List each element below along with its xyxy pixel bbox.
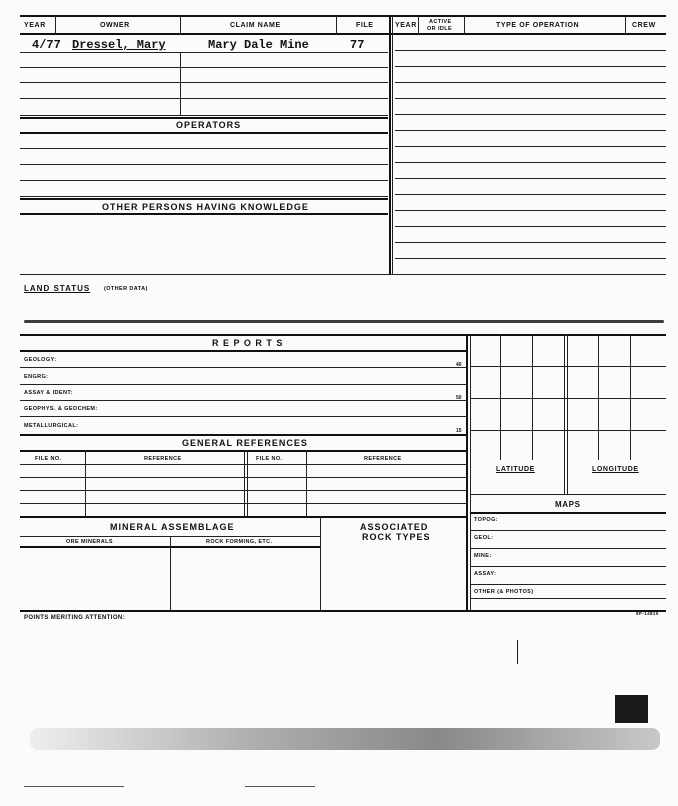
rule (20, 367, 466, 368)
reports-title: R E P O R T S (212, 338, 284, 348)
rule (20, 117, 388, 119)
ref-header-reference-1: REFERENCE (144, 456, 182, 462)
divider (389, 15, 391, 275)
divider (418, 15, 419, 33)
report-code: 50 (456, 395, 462, 401)
operators-title: OPERATORS (176, 120, 242, 130)
rule (20, 274, 666, 275)
ref-header-reference-2: REFERENCE (364, 456, 402, 462)
rule (20, 490, 466, 491)
scan-smear-bottom (30, 728, 660, 750)
rule (20, 196, 388, 197)
rule (395, 114, 666, 115)
report-label: ASSAY & IDENT: (24, 390, 73, 396)
header-owner: OWNER (100, 22, 130, 29)
rule (20, 384, 466, 385)
divider (247, 450, 248, 516)
rule (20, 464, 466, 465)
form-number: 8P-14815 (636, 611, 659, 616)
ref-header-file-no-1: FILE NO. (35, 456, 62, 462)
map-label-topog: TOPOG: (474, 517, 498, 523)
report-label: METALLURGICAL: (24, 423, 79, 429)
divider (630, 334, 631, 460)
general-references-title: GENERAL REFERENCES (182, 438, 308, 448)
rule (395, 210, 666, 211)
header-year: YEAR (24, 22, 46, 29)
rule (395, 82, 666, 83)
rule (20, 198, 388, 200)
rule (20, 148, 388, 149)
rule (20, 400, 466, 401)
rock-forming-header: ROCK FORMING, ETC. (206, 539, 273, 545)
rule (245, 786, 315, 787)
rule (20, 503, 466, 504)
rule (20, 477, 466, 478)
divider (470, 334, 471, 610)
rule (395, 226, 666, 227)
land-status-title: LAND STATUS (24, 284, 91, 293)
rule (470, 584, 666, 585)
rule (395, 194, 666, 195)
divider (306, 450, 307, 516)
report-label: GEOLOGY: (24, 357, 57, 363)
header-type-of-operation: TYPE OF OPERATION (496, 22, 580, 29)
divider (55, 15, 56, 33)
header-active: ACTIVE (429, 19, 452, 25)
report-label: GEOPHYS. & GEOCHEM: (24, 406, 98, 412)
rule (395, 258, 666, 259)
scan-smear (24, 320, 664, 323)
divider (598, 334, 599, 460)
divider (244, 450, 245, 516)
divider (336, 15, 337, 33)
divider (320, 516, 321, 610)
header-bottom-border (20, 33, 666, 35)
rule (20, 610, 666, 612)
rule (20, 334, 666, 336)
rule (395, 146, 666, 147)
divider (180, 52, 181, 115)
land-status-subtitle: (OTHER DATA) (104, 286, 148, 292)
rule (470, 512, 666, 514)
ore-minerals-header: ORE MINERALS (66, 539, 113, 545)
rule (395, 162, 666, 163)
rule (20, 350, 466, 352)
associated-rock-types-2: ROCK TYPES (362, 532, 431, 542)
map-label-other: OTHER (& PHOTOS) (474, 589, 534, 595)
rule (24, 786, 124, 787)
scan-mark (517, 640, 518, 664)
rule (20, 132, 388, 134)
divider (464, 15, 465, 33)
divider (567, 334, 568, 494)
entry-year: 4/77 (32, 38, 61, 52)
rule (470, 548, 666, 549)
rule (395, 242, 666, 243)
report-code: 40 (456, 362, 462, 368)
rule (20, 434, 466, 436)
rule (20, 516, 466, 518)
points-meriting-attention: POINTS MERITING ATTENTION: (24, 615, 126, 621)
maps-title: MAPS (555, 500, 581, 509)
form-top-border (20, 15, 666, 17)
rule (470, 494, 666, 495)
divider (392, 15, 393, 275)
scan-block (615, 695, 648, 723)
rule (20, 67, 388, 68)
entry-owner: Dressel, Mary (72, 38, 166, 52)
report-code: 15 (456, 428, 462, 434)
divider (625, 15, 626, 33)
ref-header-file-no-2: FILE NO. (256, 456, 283, 462)
divider (564, 334, 565, 494)
rule (395, 178, 666, 179)
rule (20, 98, 388, 99)
header-file: FILE (356, 22, 374, 29)
divider (85, 450, 86, 516)
rule (20, 450, 466, 452)
divider (170, 536, 171, 610)
header-idle: OR IDLE (427, 26, 453, 32)
divider (532, 334, 533, 460)
map-label-geol: GEOL: (474, 535, 494, 541)
longitude-label: LONGITUDE (592, 466, 639, 473)
rule (470, 598, 666, 599)
rule (395, 50, 666, 51)
rule (395, 98, 666, 99)
rule (20, 82, 388, 83)
header-crew: CREW (632, 22, 656, 29)
rule (20, 52, 388, 53)
header-year-right: YEAR (395, 22, 417, 29)
map-label-assay: ASSAY: (474, 571, 497, 577)
entry-claim-name: Mary Dale Mine (208, 38, 309, 52)
rule (470, 530, 666, 531)
rule (20, 164, 388, 165)
divider (500, 334, 501, 460)
map-label-mine: MINE: (474, 553, 492, 559)
header-claim-name: CLAIM NAME (230, 22, 281, 29)
entry-file: 77 (350, 38, 365, 52)
latitude-label: LATITUDE (496, 466, 535, 473)
divider (180, 15, 181, 33)
rule (395, 66, 666, 67)
rule (20, 180, 388, 181)
associated-rock-types-1: ASSOCIATED (360, 522, 429, 532)
rule (20, 416, 466, 417)
divider (466, 334, 468, 610)
mineral-assemblage-title: MINERAL ASSEMBLAGE (110, 522, 235, 532)
report-label: ENGRG: (24, 374, 49, 380)
rule (395, 130, 666, 131)
other-persons-title: OTHER PERSONS HAVING KNOWLEDGE (102, 202, 309, 212)
rule (20, 115, 388, 116)
rule (470, 566, 666, 567)
rule (20, 213, 388, 215)
